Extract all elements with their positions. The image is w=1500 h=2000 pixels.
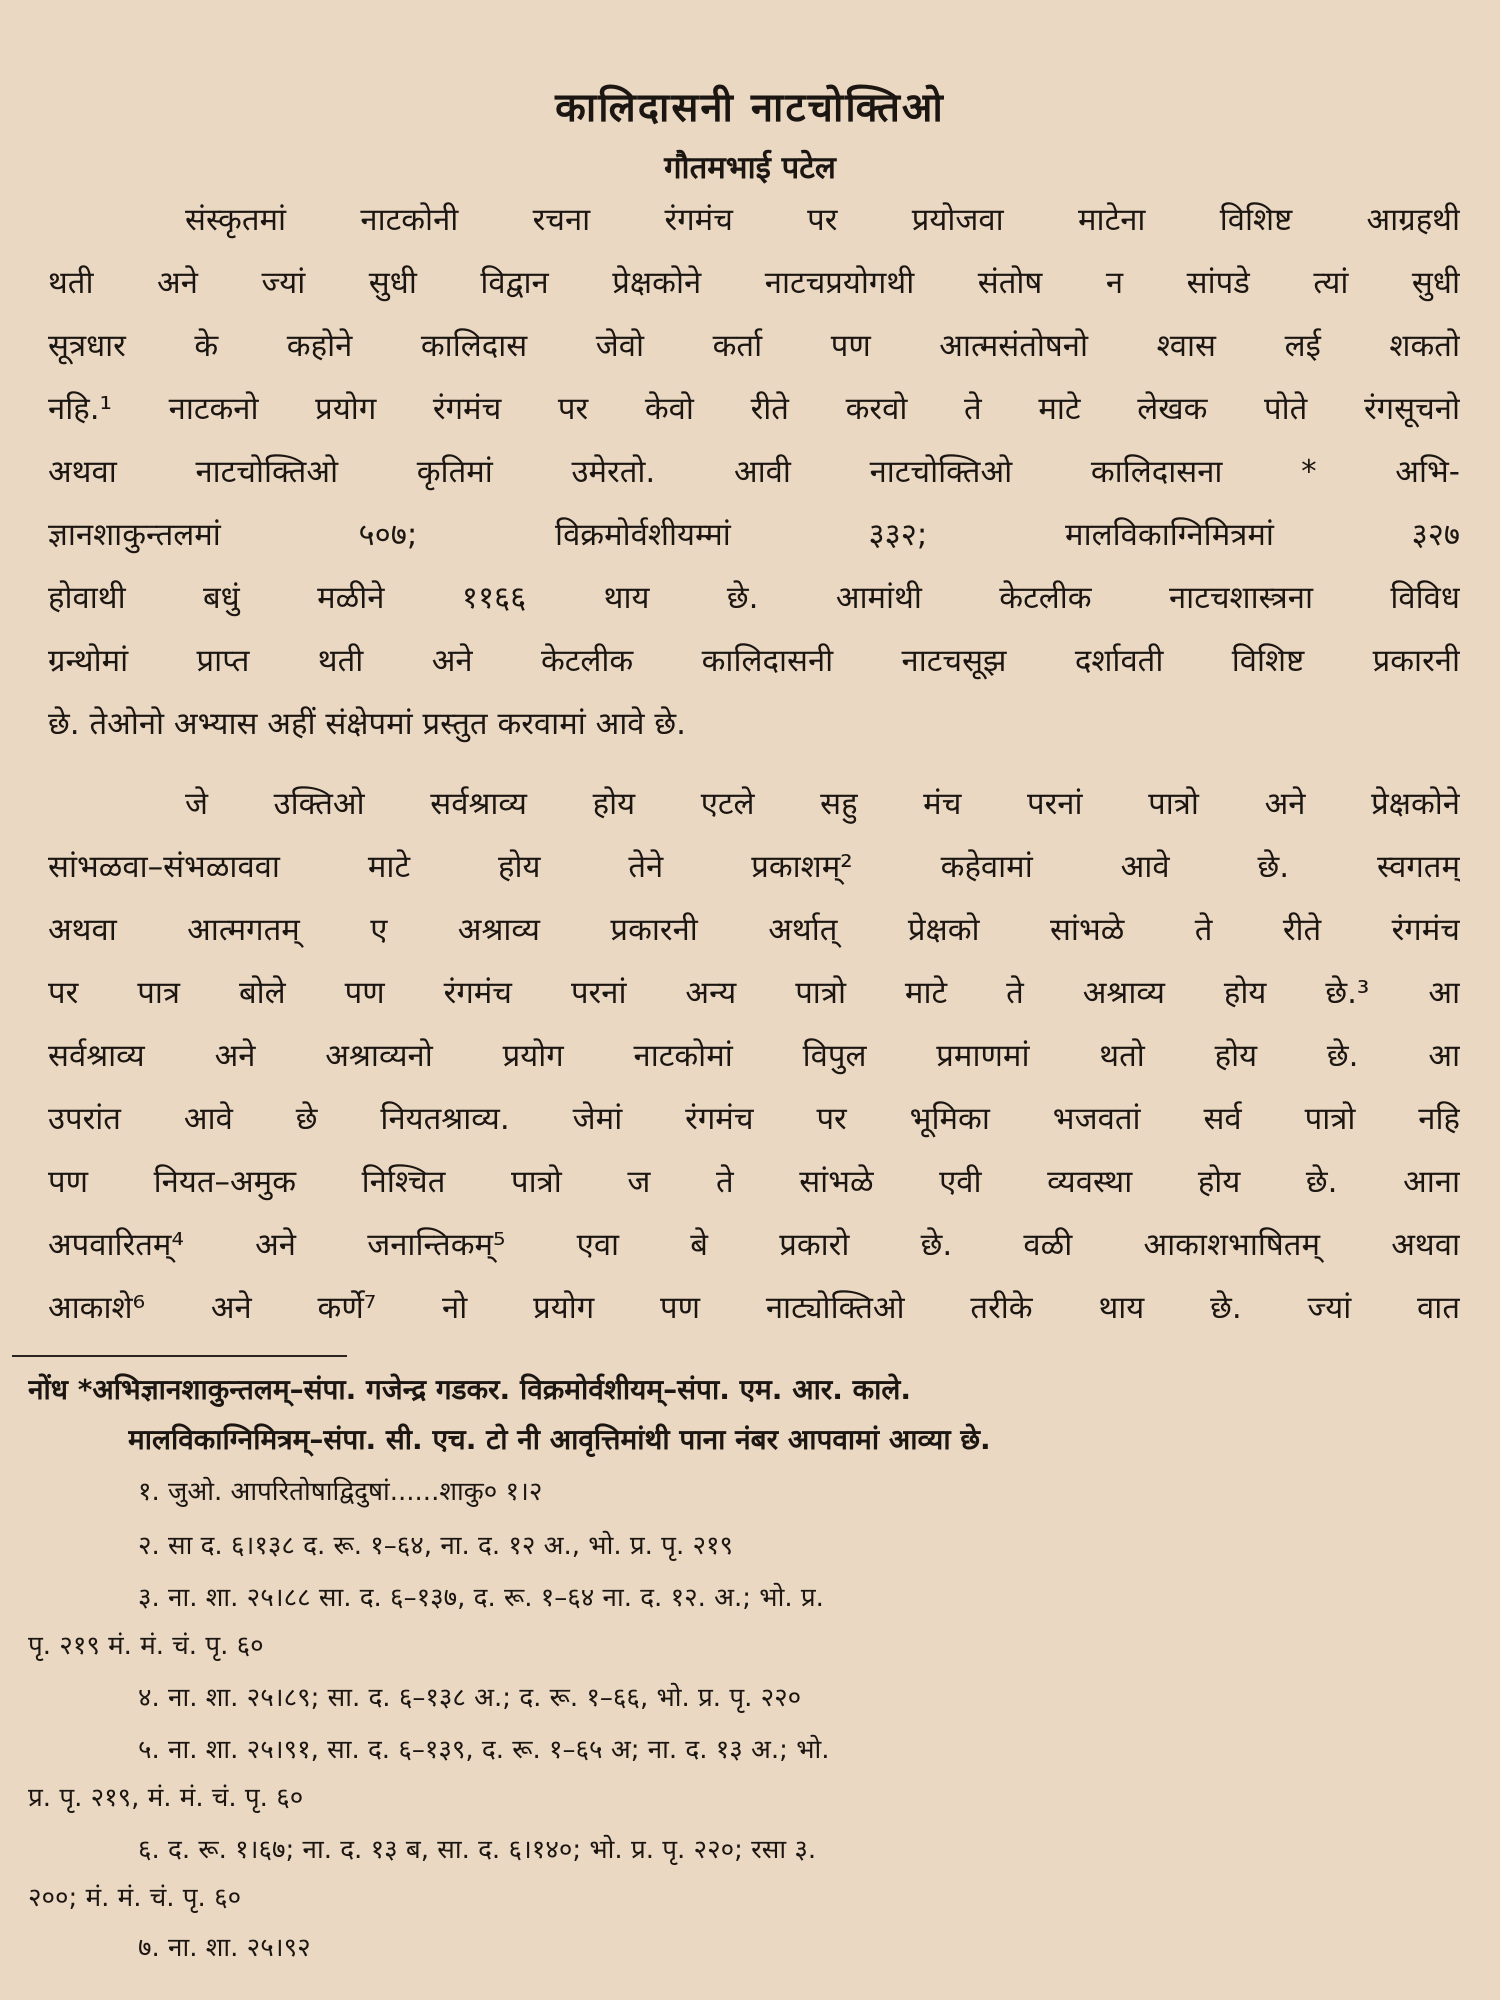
body-line: अपवारितम्⁴ अने जनान्तिकम्⁵ एवा बे प्रकारो छे. वळी आकाशभाषितम् अथवा <box>48 1227 1460 1263</box>
footnote-line: ५. ना. शा. २५।९१, सा. द. ६–१३९, द. रू. १–६५ अ; ना. द. १३ अ.; भो. <box>138 1735 830 1765</box>
author-name: गौतमभाई पटेल <box>664 150 836 186</box>
footnote-note-line: मालविकाग्निमित्रम्–संपा. सी. एच. टो नी आवृत्तिमांथी पाना नंबर आपवामां आव्या छे. <box>128 1423 991 1456</box>
footnote-note-line: नोंध *अभिज्ञानशाकुन्तलम्–संपा. गजेन्द्र गडकर. विक्रमोर्वशीयम्–संपा. एम. आर. काले. <box>28 1373 912 1406</box>
body-line: नहि.¹ नाटकनो प्रयोग रंगमंच पर केवो रीते करवो ते माटे लेखक पोते रंगसूचनो <box>48 391 1460 427</box>
body-line: पर पात्र बोले पण रंगमंच परनां अन्य पात्रो माटे ते अश्राव्य होय छे.³ आ <box>48 975 1460 1011</box>
body-line: आकाशे⁶ अने कर्णे⁷ नो प्रयोग पण नाट्योक्तिओ तरीके थाय छे. ज्यां वात <box>48 1290 1460 1326</box>
body-line: संस्कृतमां नाटकोनी रचना रंगमंच पर प्रयोजवा माटेना विशिष्ट आग्रहथी <box>185 202 1460 238</box>
article-title: कालिदासनी नाटचोक्तिओ <box>555 85 945 131</box>
footnote-divider <box>12 1355 347 1357</box>
footnote-line: ४. ना. शा. २५।८९; सा. द. ६–१३८ अ.; द. रू. १–६६, भो. प्र. पृ. २२० <box>138 1683 802 1713</box>
body-line: अथवा आत्मगतम् ए अश्राव्य प्रकारनी अर्थात् प्रेक्षको सांभळे ते रीते रंगमंच <box>48 912 1460 948</box>
footnote-line: १. जुओ. आपरितोषाद्विदुषां......शाकु० १।२ <box>138 1477 543 1507</box>
footnote-line: २. सा द. ६।१३८ द. रू. १–६४, ना. द. १२ अ., भो. प्र. पृ. २१९ <box>138 1531 734 1561</box>
footnote-line: ६. द. रू. १।६७; ना. द. १३ ब, सा. द. ६।१४०; भो. प्र. पृ. २२०; रसा ३. <box>138 1835 817 1865</box>
footnote-line: पृ. २१९ मं. मं. चं. पृ. ६० <box>28 1631 264 1661</box>
body-line: अथवा नाटचोक्तिओ कृतिमां उमेरतो. आवी नाटचोक्तिओ कालिदासना * अभि- <box>48 454 1460 490</box>
body-line: ग्रन्थोमां प्राप्त थती अने केटलीक कालिदासनी नाटचसूझ दर्शावती विशिष्ट प्रकारनी <box>48 643 1460 679</box>
body-line: सर्वश्राव्य अने अश्राव्यनो प्रयोग नाटकोमां विपुल प्रमाणमां थतो होय छे. आ <box>48 1038 1460 1074</box>
body-line: थती अने ज्यां सुधी विद्वान प्रेक्षकोने नाटचप्रयोगथी संतोष न सांपडे त्यां सुधी <box>48 265 1460 301</box>
body-line: सांभळवा–संभळाववा माटे होय तेने प्रकाशम्² कहेवामां आवे छे. स्वगतम् <box>48 849 1460 885</box>
footnote-line: ३. ना. शा. २५।८८ सा. द. ६–१३७, द. रू. १–६४ ना. द. १२. अ.; भो. प्र. <box>138 1583 824 1613</box>
body-line: जे उक्तिओ सर्वश्राव्य होय एटले सहु मंच परनां पात्रो अने प्रेक्षकोने <box>185 786 1460 822</box>
body-line: सूत्रधार के कहोने कालिदास जेवो कर्ता पण आत्मसंतोषनो श्वास लई शकतो <box>48 328 1460 364</box>
footnote-line: २००; मं. मं. चं. पृ. ६० <box>28 1883 242 1913</box>
footnote-line: प्र. पृ. २१९, मं. मं. चं. पृ. ६० <box>28 1783 304 1813</box>
footnote-line: ७. ना. शा. २५।९२ <box>138 1933 311 1963</box>
body-line: पण नियत–अमुक निश्चित पात्रो ज ते सांभळे एवी व्यवस्था होय छे. आना <box>48 1164 1460 1200</box>
body-line: ज्ञानशाकुन्तलमां ५०७; विक्रमोर्वशीयम्मां ३३२; मालविकाग्निमित्रमां ३२७ <box>48 517 1460 553</box>
body-line: उपरांत आवे छे नियतश्राव्य. जेमां रंगमंच पर भूमिका भजवतां सर्व पात्रो नहि <box>48 1101 1460 1137</box>
body-line: होवाथी बधुं मळीने ११६६ थाय छे. आमांथी केटलीक नाटचशास्त्रना विविध <box>48 580 1460 616</box>
body-line: छे. तेओनो अभ्यास अहीं संक्षेपमां प्रस्तुत करवामां आवे छे. <box>48 706 686 742</box>
